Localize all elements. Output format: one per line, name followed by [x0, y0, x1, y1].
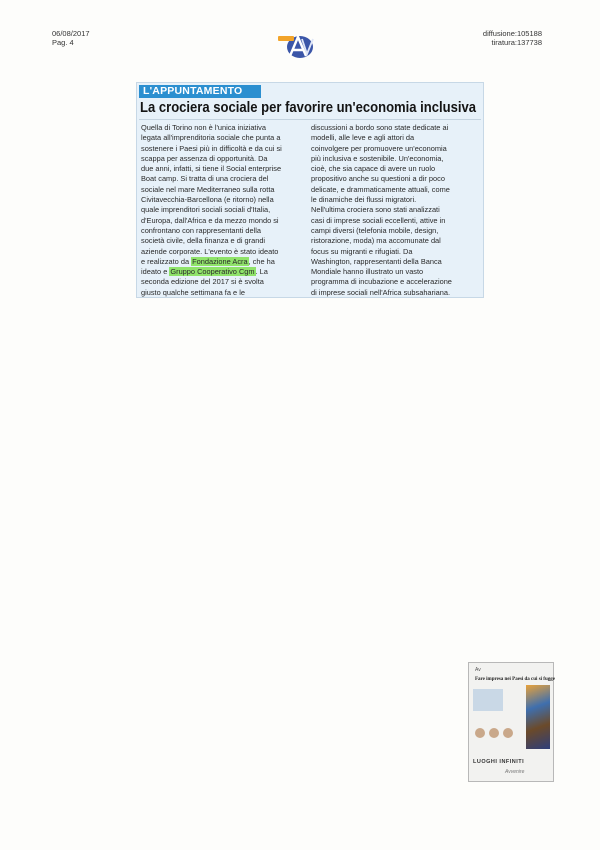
text-line: aziende corporate. L'evento è stato ideato — [141, 246, 279, 256]
text-fragment: , che ha — [248, 256, 275, 266]
highlight-fondazione-acra: Fondazione Acra — [192, 256, 248, 266]
text-line: coinvolgere per promuovere un'economia — [311, 143, 447, 153]
text-line: Civitavecchia-Barcellona (e ritorno) nella — [141, 195, 274, 205]
portrait — [503, 728, 513, 738]
issue-date: 06/08/2017 — [52, 29, 90, 38]
text-line: casi di imprese sociali eccellenti, attive in — [311, 215, 446, 225]
text-line: società civile, della finanza e di grandi — [141, 236, 266, 246]
text-line: modelli, alle leve e agli attori da — [311, 133, 415, 143]
page-number: Pag. 4 — [52, 38, 74, 47]
text-line: ristorazione, moda) ma accomunate dal — [311, 236, 441, 246]
header-right — [483, 29, 542, 47]
text-line: sociale nel mare Mediterraneo sulla rotta — [141, 184, 275, 194]
text-line: delicate, e drammaticamente attuali, come — [311, 184, 450, 194]
text-line: Washington, rappresentanti della Banca — [311, 256, 442, 266]
text-line-acra — [141, 257, 301, 267]
text-line: seconda edizione del 2017 si è svolta — [141, 277, 264, 287]
article-column-left — [141, 123, 301, 298]
thumbnail-masthead: Av — [475, 667, 481, 673]
text-line: programma di incubazione e accelerazione — [311, 277, 452, 287]
text-line: più inclusiva e sostenibile. Un'economia, — [311, 153, 444, 163]
text-line: sostenere i Paesi più in difficoltà e da cui si — [141, 143, 282, 153]
text-line: le dinamiche dei flussi migratori. — [311, 195, 417, 205]
tiratura: tiratura:137738 — [491, 38, 542, 47]
text-line: d'Europa, dall'Africa e da mezzo mondo si — [141, 215, 279, 225]
portrait — [489, 728, 499, 738]
text-line: Mondiale hanno illustrato un vasto — [311, 267, 424, 277]
text-line: scappa per assenza di opportunità. Da — [141, 153, 268, 163]
article-column-right — [311, 123, 477, 298]
text-line-cgm — [141, 267, 301, 277]
text-line: legata all'imprenditoria sociale che punta a — [141, 133, 281, 143]
thumbnail-photo — [526, 685, 550, 749]
thumbnail-section-band: LUOGHI INFINITI — [473, 759, 525, 765]
text-line: Nell'ultima crociera sono stati analizzati — [311, 205, 440, 215]
text-line: giusto qualche settimana fa e le — [141, 287, 245, 297]
thumbnail-headline: Fare impresa nei Paesi da cui si fugge — [475, 677, 555, 682]
text-line: campi diversi (telefonia mobile, design, — [311, 225, 439, 235]
highlight-gruppo-cgm: Gruppo Cooperativo Cgm — [170, 267, 255, 277]
headline-divider — [139, 119, 481, 120]
text-line: discussioni a bordo sono state dedicate ai — [311, 123, 449, 132]
article-kicker: L'APPUNTAMENTO — [139, 85, 261, 98]
thumbnail-portraits — [475, 725, 517, 743]
page-thumbnail — [468, 662, 554, 782]
text-line: due anni, infatti, si tiene il Social enterprise — [141, 164, 282, 174]
thumbnail-text-block — [473, 689, 503, 711]
thumbnail-footer-logo: Avvenire — [505, 769, 525, 775]
text-line: Quella di Torino non è l'unica iniziativa — [141, 123, 266, 132]
text-line: quale imprenditori sociali sociali d'Italia, — [141, 205, 271, 215]
text-line: di imprese sociali nell'Africa subsahariana. — [311, 287, 451, 297]
text-fragment: e realizzato da — [141, 256, 192, 266]
text-line: focus su migranti e rifugiati. Da — [311, 246, 413, 256]
portrait — [475, 728, 485, 738]
header-left — [52, 29, 90, 47]
text-line: propositivo anche su questioni a dir poco — [311, 174, 445, 184]
text-fragment: . La — [255, 267, 268, 277]
text-line: confrontano con rappresentanti della — [141, 225, 261, 235]
text-line: Boat camp. Si tratta di una crociera del — [141, 174, 269, 184]
newspaper-logo-icon — [276, 30, 322, 60]
article-headline: La crociera sociale per favorire un'economia inclusiva — [140, 99, 477, 116]
text-line: cioè, che sia capace di avere un ruolo — [311, 164, 436, 174]
article-box — [136, 82, 484, 298]
diffusione: diffusione:105188 — [482, 29, 542, 38]
text-fragment: ideato e — [141, 267, 170, 277]
